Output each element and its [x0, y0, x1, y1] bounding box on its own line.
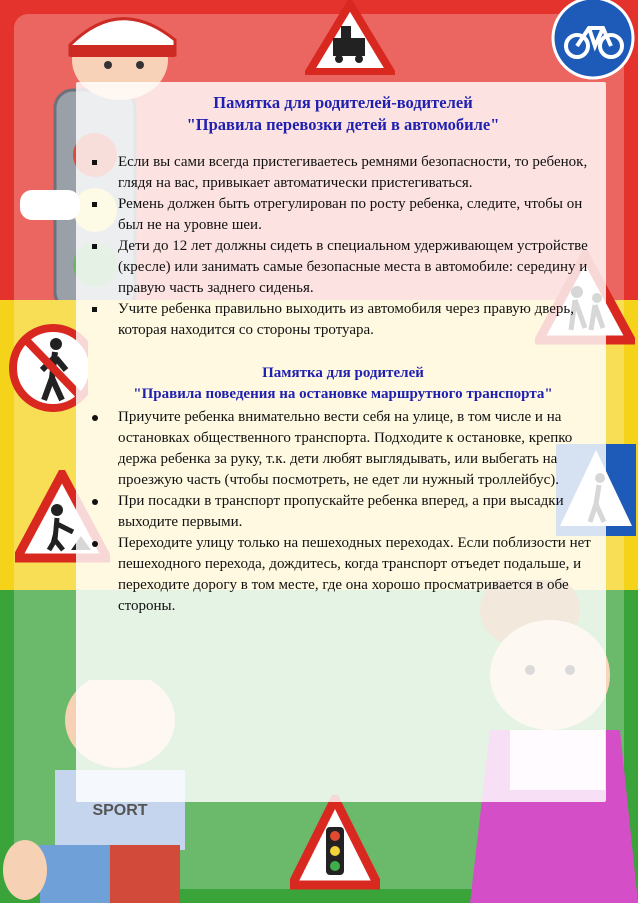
memo2-heading: Памятка для родителей [262, 365, 424, 381]
memo1-item: Если вы сами всегда пристегиваетесь ремнями безопасности, то ребенок, глядя на вас, привыкает автоматически пристегиваться. [88, 152, 598, 194]
memo1-item: Учите ребенка правильно выходить из автомобиля через правую дверь, которая находится со стороны тротуара. [88, 299, 598, 341]
railroad-warning-sign-icon [305, 0, 395, 75]
memo-bus-stop [88, 363, 598, 617]
memo2-list [88, 407, 598, 617]
shirt-text: SPORT [92, 802, 148, 819]
memo1-item: Дети до 12 лет должны сидеть в специальном удерживающем устройстве (кресле) или занимать самые безопасные места в автомобиле: середину и правую часть заднего сиденья. [88, 236, 598, 299]
memo1-list [88, 152, 598, 341]
memo1-item: Ремень должен быть отрегулирован по росту ребенка, следите, чтобы он был не на уровне шеи. [88, 194, 598, 236]
memo2-item: Переходите улицу только на пешеходных переходах. Если поблизости нет пешеходного перехода, дождитесь, когда транспорт отъедет подальше, и переходите дорогу в том месте, где она хорошо просматривается в обе стороны. [88, 533, 598, 617]
bicycle-sign-icon [545, 0, 638, 90]
memo1-heading: Памятка для родителей-водителей [213, 93, 473, 112]
memo2-item: При посадки в транспорт пропускайте ребенка вперед, а при высадки выходите первыми. [88, 491, 598, 533]
memo-drivers [88, 92, 598, 341]
memo1-subheading: "Правила перевозки детей в автомобиле" [186, 115, 500, 134]
memo2-item: Приучите ребенка внимательно вести себя на улице, в том числе и на остановках общественного транспорта. Подходите к остановке, крепко держа ребенка за руку, т.к. дети любят выглядывать, или выбегать на проезжую часть (чтобы посмотреть, не едет ли нужный троллейбус). [88, 407, 598, 491]
traffic-lights-sign-icon [290, 795, 380, 890]
memo-content [88, 92, 598, 617]
memo2-subheading: "Правила поведения на остановке маршрутного транспорта" [133, 386, 553, 402]
